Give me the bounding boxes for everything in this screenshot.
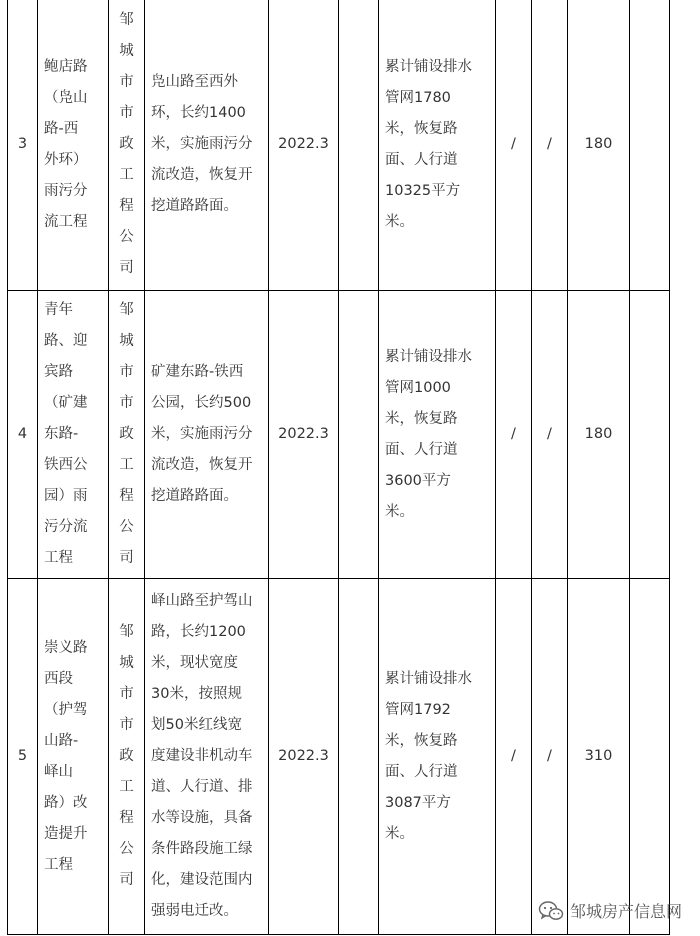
project-content-line: 强弱电迁改。 — [151, 903, 238, 919]
project-name-line: 流工程 — [44, 213, 88, 230]
project-content-line: 路，长约1200 — [151, 624, 246, 640]
project-name-line: 崇义路 — [44, 639, 88, 656]
project-name-line: （凫山 — [44, 89, 88, 106]
contractor-line: 市 — [119, 105, 134, 121]
progress-line: 面、人行道 — [385, 151, 458, 168]
project-content-line: 道、人行道、排 — [151, 779, 253, 795]
contractor-line: 市 — [119, 686, 134, 702]
watermark — [538, 899, 682, 922]
project-name-line: 工程 — [44, 550, 73, 566]
empty-cell — [339, 291, 379, 579]
progress — [379, 0, 496, 291]
progress-line: 米。 — [385, 213, 414, 230]
contractor-line: 程 — [119, 198, 134, 214]
project-name-line: 路-西 — [44, 120, 79, 137]
table-row — [8, 291, 670, 579]
contractor-line: 工 — [119, 167, 134, 183]
empty-cell — [339, 579, 379, 935]
project-content-line: 条件路段施工绿 — [151, 841, 253, 857]
progress — [379, 579, 496, 935]
progress-line: 3600平方 — [385, 472, 451, 489]
slash-cell: / — [532, 0, 568, 291]
contractor-line: 邹 — [119, 624, 134, 640]
slash-cell: / — [496, 579, 532, 935]
contractor-line: 市 — [119, 74, 134, 90]
contractor-line: 市 — [119, 395, 134, 411]
contractor-line: 司 — [119, 550, 134, 566]
project-content-line: 水等设施，具备 — [151, 810, 253, 826]
project-name-line: 污分流 — [44, 519, 88, 535]
contractor-line: 司 — [119, 872, 134, 888]
start-date: 2022.3 — [269, 579, 339, 935]
progress-line: 米，恢复路 — [385, 732, 458, 749]
project-content-line: 流改造，恢复开 — [151, 167, 253, 183]
progress-line: 3087平方 — [385, 794, 451, 811]
row-number: 5 — [8, 579, 38, 935]
slash-cell: / — [496, 291, 532, 579]
amount: 180 — [568, 0, 630, 291]
contractor-line: 城 — [119, 655, 134, 671]
progress-line: 10325平方 — [385, 182, 461, 199]
start-date: 2022.3 — [269, 0, 339, 291]
project-content-line: 米，实施雨污分 — [151, 136, 253, 152]
project-name-line: 园）雨 — [44, 488, 88, 504]
project-content-line: 划50米红线宽 — [151, 717, 242, 733]
progress-line: 管网1000 — [385, 379, 451, 396]
project-name-line: （护驾 — [44, 701, 88, 718]
contractor-line: 工 — [119, 779, 134, 795]
project-content-line: 矿建东路-铁西 — [151, 364, 244, 380]
empty-cell — [630, 291, 670, 579]
slash-cell: / — [532, 291, 568, 579]
project-name-line: 西段 — [44, 670, 73, 687]
project-name-line: 峄山 — [44, 763, 73, 780]
project-content-line: 米，现状宽度 — [151, 655, 238, 671]
progress-line: 管网1780 — [385, 89, 451, 106]
contractor-line: 公 — [119, 519, 134, 535]
contractor — [109, 579, 145, 935]
contractor-line: 政 — [119, 136, 134, 152]
progress-line: 米，恢复路 — [385, 410, 458, 427]
empty-cell — [339, 0, 379, 291]
contractor-line: 司 — [119, 260, 134, 276]
slash-cell: / — [532, 579, 568, 935]
project-name — [38, 291, 109, 579]
project-name-line: 山路- — [44, 732, 79, 749]
row-number: 3 — [8, 0, 38, 291]
progress-line: 米。 — [385, 825, 414, 842]
project-name — [38, 0, 109, 291]
contractor — [109, 0, 145, 291]
project-name-line: 东路- — [44, 426, 79, 442]
progress-line: 米。 — [385, 503, 414, 520]
amount: 310 — [568, 579, 630, 935]
project-name-line: 造提升 — [44, 825, 88, 842]
contractor-line: 程 — [119, 488, 134, 504]
table-row — [8, 579, 670, 935]
project-content-line: 30米，按照规 — [151, 686, 242, 702]
contractor-line: 政 — [119, 748, 134, 764]
contractor-line: 工 — [119, 457, 134, 473]
project-content-line: 米，实施雨污分 — [151, 426, 253, 442]
progress-line: 累计铺设排水 — [385, 58, 472, 75]
project-content — [145, 291, 269, 579]
project-content-line: 峄山路至护驾山 — [151, 593, 253, 609]
contractor-line: 邹 — [119, 302, 134, 318]
project-name-line: 工程 — [44, 856, 73, 873]
contractor — [109, 291, 145, 579]
progress-line: 管网1792 — [385, 701, 451, 718]
project-content-line: 流改造，恢复开 — [151, 457, 253, 473]
progress-line: 米，恢复路 — [385, 120, 458, 137]
project-table — [7, 0, 670, 935]
progress-line: 累计铺设排水 — [385, 348, 472, 365]
project-content-line: 环，长约1400 — [151, 105, 246, 121]
project-name — [38, 579, 109, 935]
project-name-line: 铁西公 — [44, 457, 88, 473]
project-name-line: 青年 — [44, 302, 73, 318]
table-row — [8, 0, 670, 291]
progress — [379, 291, 496, 579]
project-content-line: 凫山路至西外 — [151, 74, 238, 90]
project-name-line: （矿建 — [44, 395, 88, 411]
contractor-line: 公 — [119, 229, 134, 245]
contractor-line: 城 — [119, 43, 134, 59]
contractor-line: 政 — [119, 426, 134, 442]
project-content-line: 化，建设范围内 — [151, 872, 253, 888]
progress-line: 累计铺设排水 — [385, 670, 472, 687]
project-name-line: 鲍店路 — [44, 58, 88, 75]
project-content — [145, 579, 269, 935]
progress-line: 面、人行道 — [385, 763, 458, 780]
project-name-line: 外环） — [44, 151, 88, 168]
contractor-line: 程 — [119, 810, 134, 826]
project-content-line: 公园，长约500 — [151, 395, 252, 411]
progress-line: 面、人行道 — [385, 441, 458, 458]
contractor-line: 市 — [119, 717, 134, 733]
contractor-line: 城 — [119, 333, 134, 349]
empty-cell — [630, 579, 670, 935]
project-content — [145, 0, 269, 291]
slash-cell: / — [496, 0, 532, 291]
empty-cell — [630, 0, 670, 291]
start-date: 2022.3 — [269, 291, 339, 579]
row-number: 4 — [8, 291, 38, 579]
watermark-text: 邹城房产信息网 — [569, 902, 682, 921]
contractor-line: 邹 — [119, 12, 134, 28]
wechat-icon — [538, 900, 564, 922]
project-name-line: 雨污分 — [44, 182, 88, 199]
project-content-line: 挖道路路面。 — [151, 488, 238, 504]
project-content-line: 挖道路路面。 — [151, 198, 238, 214]
project-name-line: 路、迎 — [44, 333, 88, 349]
project-content-line: 度建设非机动车 — [151, 748, 253, 764]
amount: 180 — [568, 291, 630, 579]
contractor-line: 市 — [119, 364, 134, 380]
project-name-line: 宾路 — [44, 364, 73, 380]
contractor-line: 公 — [119, 841, 134, 857]
project-name-line: 路）改 — [44, 794, 88, 811]
